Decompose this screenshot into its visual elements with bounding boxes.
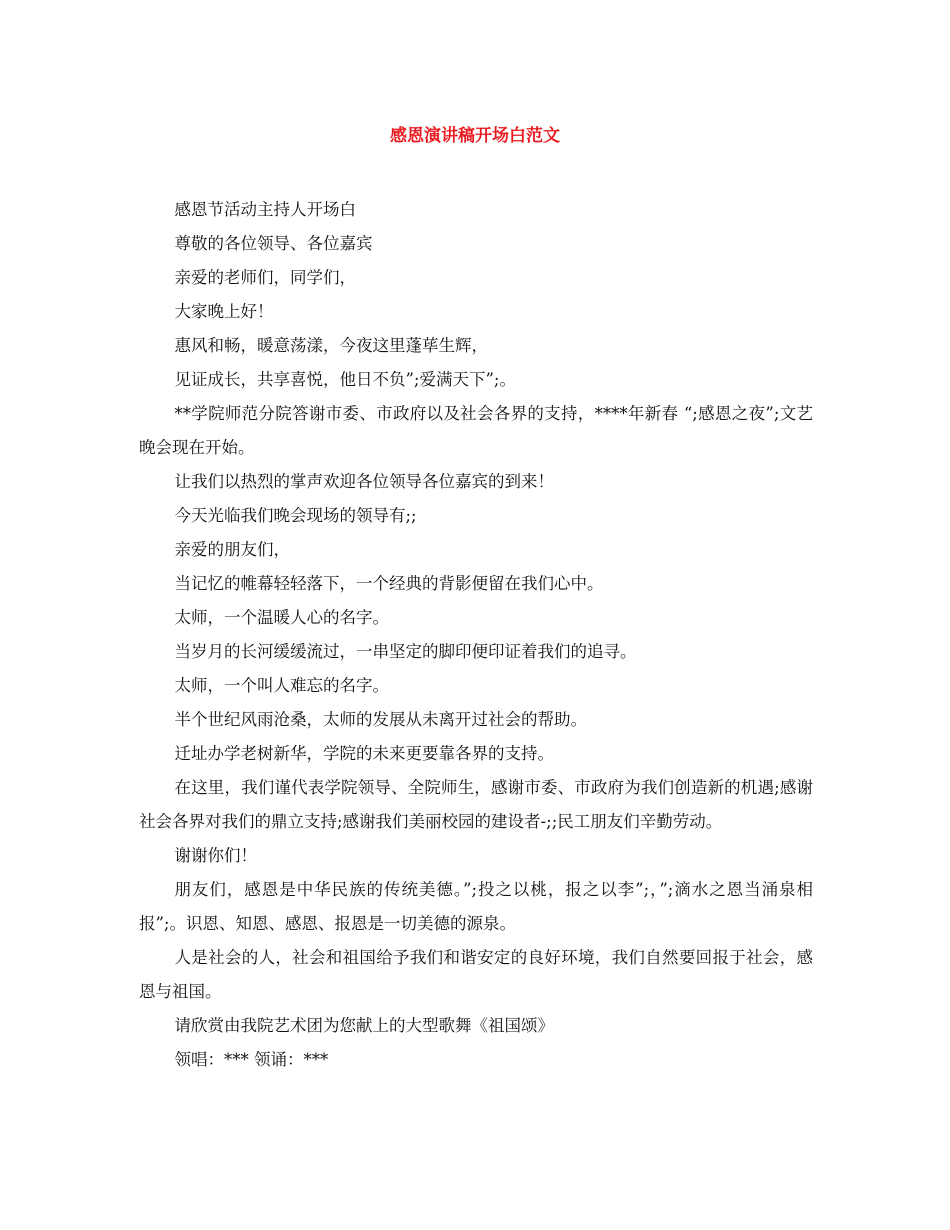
paragraph: 尊敬的各位领导、各位嘉宾 [174,234,373,253]
paragraph: 当记忆的帷幕轻轻落下，一个经典的背影便留在我们心中。 [174,574,604,593]
paragraph: 今天光临我们晚会现场的领导有;; [174,506,417,525]
paragraph: 感恩节活动主持人开场白 [174,200,356,219]
paragraph: 见证成长，共享喜悦，他日不负”;爱满天下”;。 [174,370,516,389]
paragraph: 惠风和畅，暖意荡漾，今夜这里蓬荜生辉， [174,336,488,355]
paragraph: 当岁月的长河缓缓流过，一串坚定的脚印便印证着我们的追寻。 [174,642,637,661]
paragraph: 亲爱的朋友们， [174,540,290,559]
paragraph: 亲爱的老师们，同学们， [174,268,356,287]
paragraph: 领唱：*** 领诵：*** [174,1050,329,1069]
paragraph: 在这里，我们谨代表学院领导、全院师生，感谢市委、市政府为我们创造新的机遇;感谢社会各界对我们的鼎立支持;感谢我们美丽校园的建设者-;;民工朋友们辛勤劳动。 [139,778,813,831]
paragraph: 请欣赏由我院艺术团为您献上的大型歌舞《祖国颂》 [174,1016,554,1035]
document-body [139,193,813,1077]
paragraph: 半个世纪风雨沧桑，太师的发展从未离开过社会的帮助。 [174,710,587,729]
paragraph: 人是社会的人，社会和祖国给予我们和谐安定的良好环境，我们自然要回报于社会，感恩与祖国。 [139,948,813,1001]
paragraph: 大家晚上好！ [174,302,274,321]
paragraph: 太师，一个温暖人心的名字。 [174,608,389,627]
paragraph: 让我们以热烈的掌声欢迎各位领导各位嘉宾的到来！ [174,472,554,491]
paragraph: 谢谢你们！ [174,846,257,865]
paragraph: 朋友们，感恩是中华民族的传统美德。”;投之以桃，报之以李”;，”;滴水之恩当涌泉相报”;。识恩、知恩、感恩、报恩是一切美德的源泉。 [139,880,813,933]
document-title: 感恩演讲稿开场白范文 [390,126,560,146]
paragraph: 太师，一个叫人难忘的名字。 [174,676,389,695]
paragraph: 迁址办学老树新华，学院的未来更要靠各界的支持。 [174,744,554,763]
paragraph: **学院师范分院答谢市委、市政府以及社会各界的支持，****年新春 “;感恩之夜”;文艺晚会现在开始。 [139,404,813,457]
